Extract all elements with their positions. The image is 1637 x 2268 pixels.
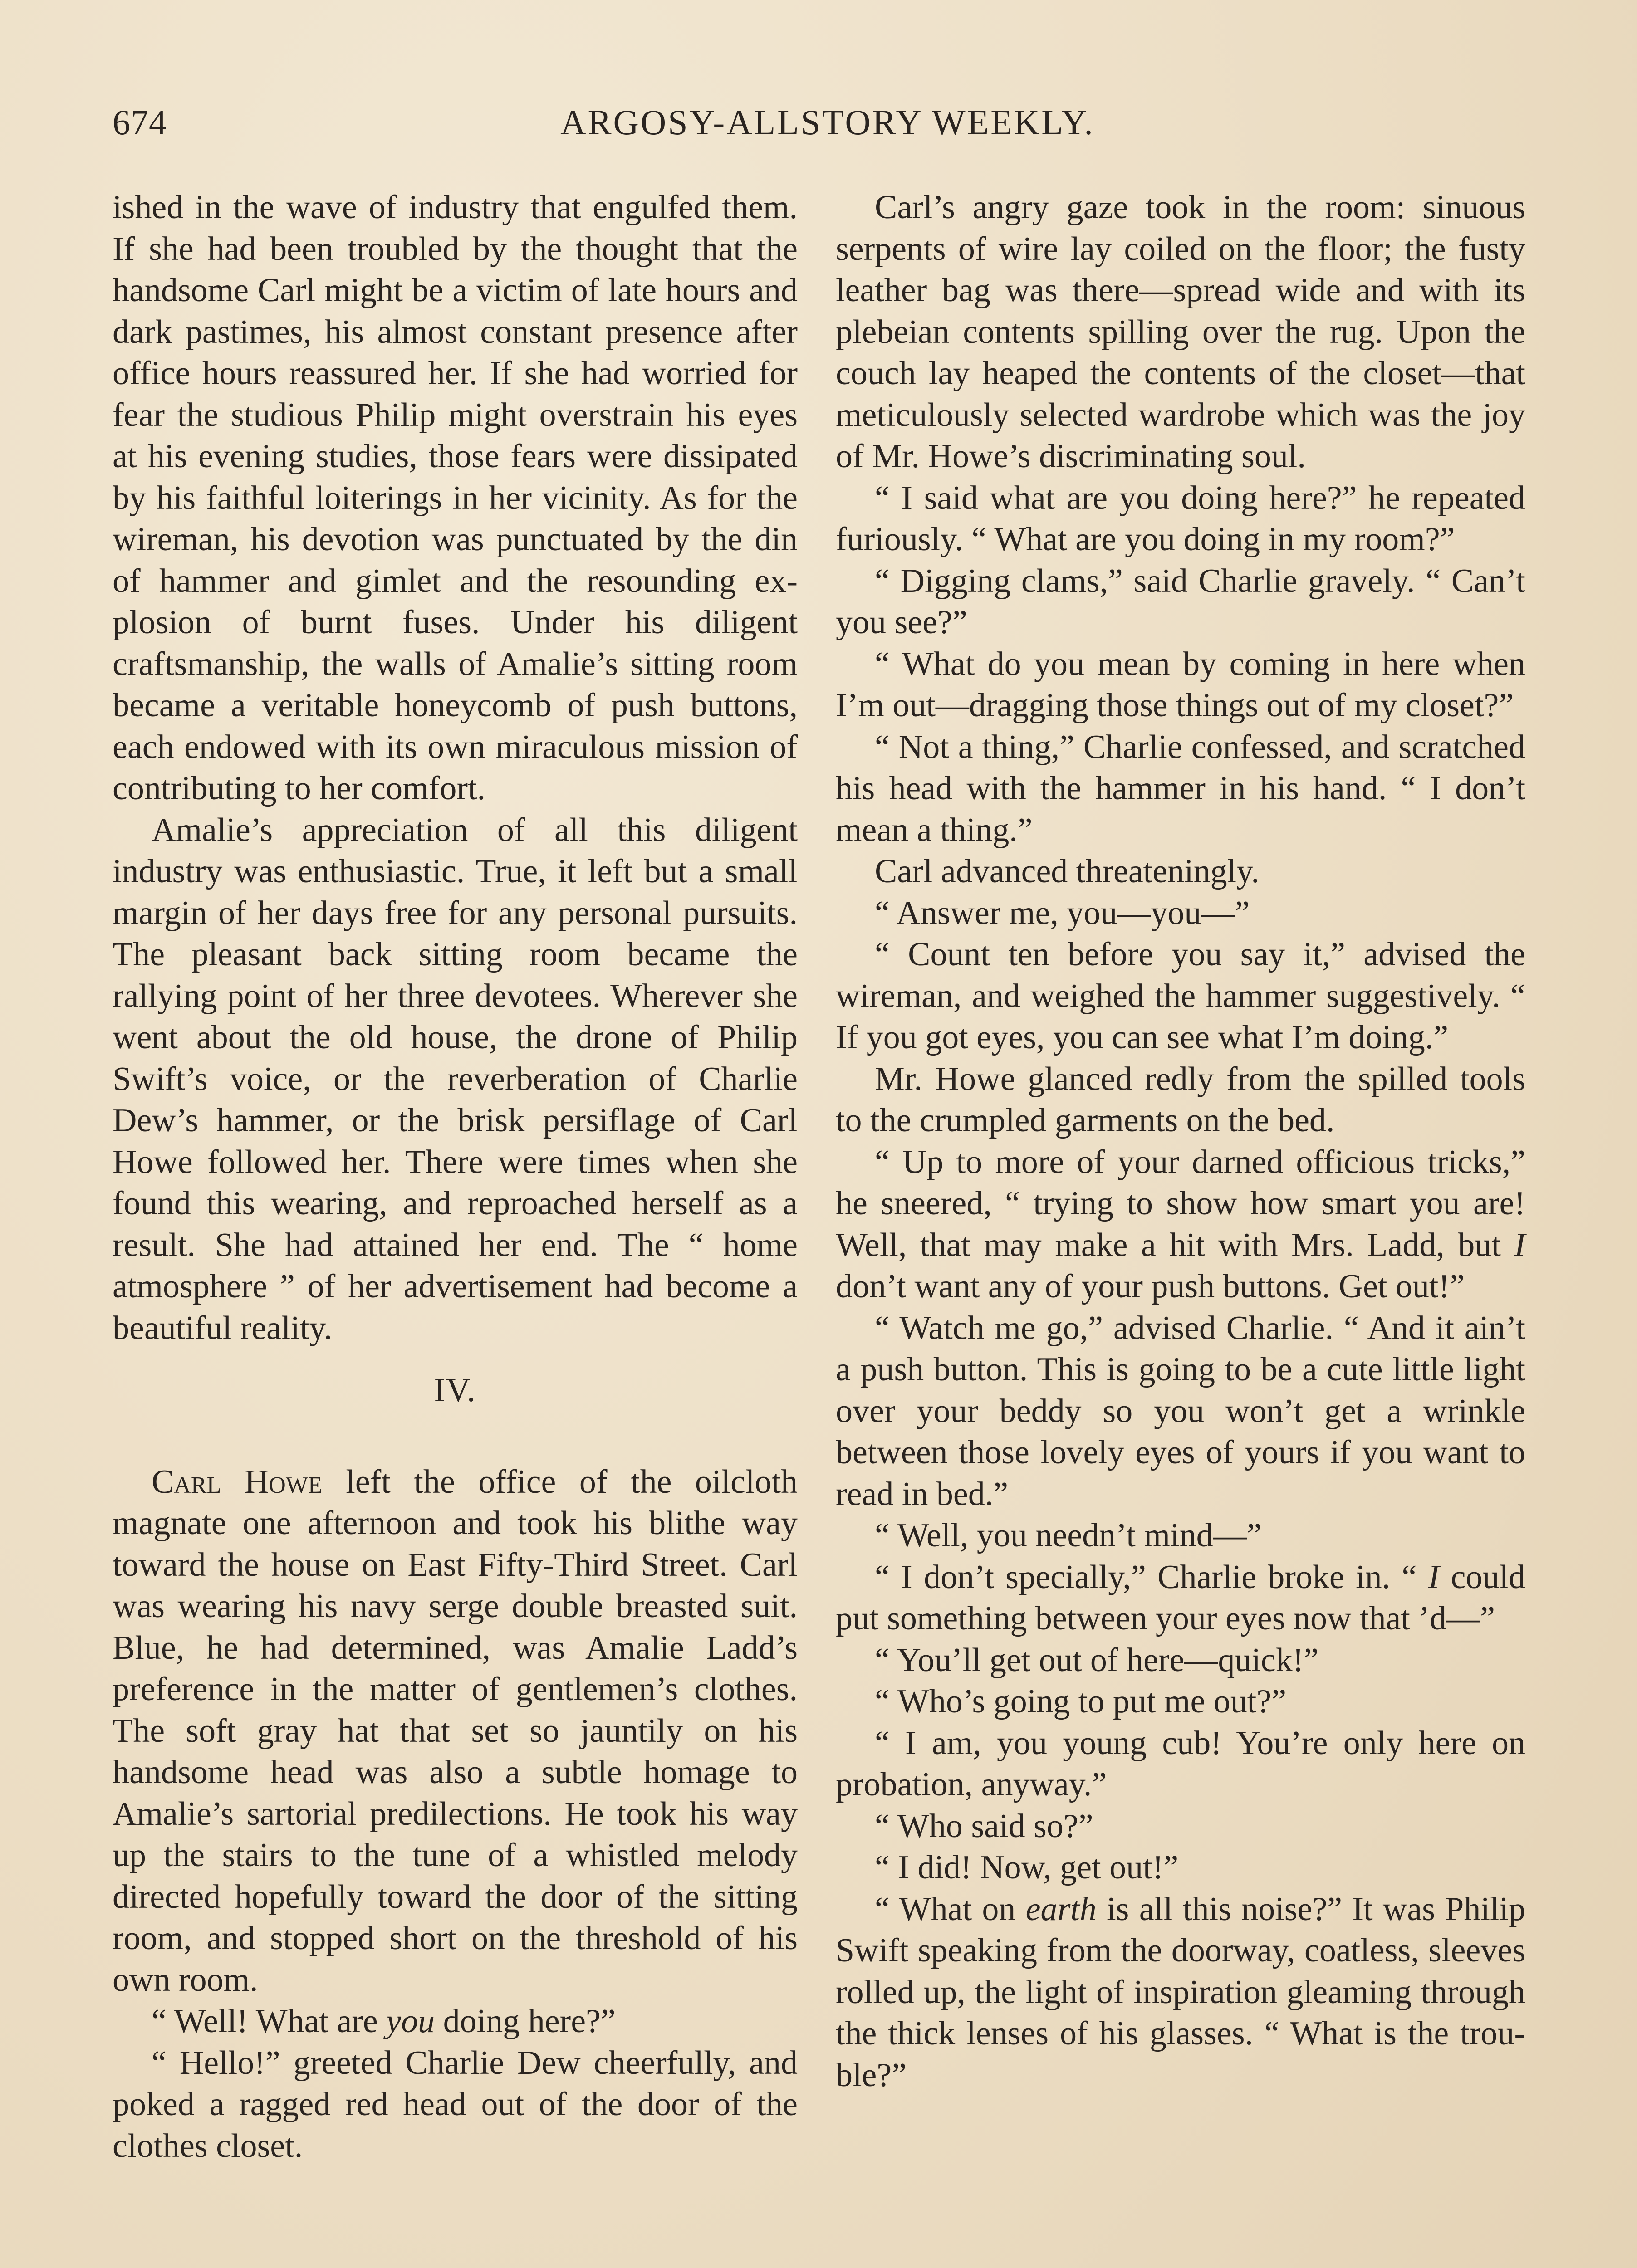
paragraph: “ Count ten before you say it,” advised the wireman, and weighed the hammer suggestively. “ If you got eyes, you can see what I’m doing.” — [836, 936, 1525, 1056]
paragraph — [836, 1142, 1525, 1308]
paragraph: “ Who’s going to put me out?” — [875, 1683, 1287, 1720]
paragraph: “ Digging clams,” said Charlie gravely. “ Can’t you see?” — [836, 562, 1525, 641]
paragraph — [836, 1889, 1525, 2097]
paragraph — [113, 1461, 798, 2001]
paragraph-text: doing here?” — [435, 2003, 616, 2040]
paragraph: “ Who said so?” — [875, 1807, 1093, 1845]
emphasis: you — [386, 2003, 435, 2040]
paragraph: “ Watch me go,” advised Charlie. “ And it ain’t a push button. This is going to be a cute little light over your beddy so you won’t get a wrinkle between those lovely eyes of yours if you want to read in bed.” — [836, 1309, 1525, 1513]
running-title: ARGOSY-ALLSTORY WEEKLY. — [560, 103, 1095, 142]
paragraph: Carl’s angry gaze took in the room: sinuous serpents of wire lay coiled on the floor; the fusty leather bag was there—spread wide and with its plebeian contents spilling over the rug. Upon the couch lay heaped the contents of the closet—that meticulously selected wardrobe which was the joy of Mr. Howe’s discriminating soul. — [836, 189, 1525, 475]
paragraph: “ I am, you young cub! You’re only here on probation, anyway.” — [836, 1724, 1525, 1803]
paragraph-text: is all this noise?” It was Philip Swift speaking from the doorway, coatless, sleeves rolled up, the light of inspiration gleaming through the thick lenses of his glasses. “ What is the trouble?” — [836, 1890, 1525, 2094]
page-header — [0, 102, 1637, 152]
paragraph — [836, 1557, 1525, 1640]
page-number: 674 — [113, 103, 167, 142]
paragraph: “ What do you mean by coming in here when I’m out—dragging those things out of my closet?” — [836, 645, 1525, 724]
paragraph: “ Answer me, you—you—” — [875, 894, 1250, 932]
paragraph — [113, 2001, 798, 2043]
emphasis: I — [1428, 1558, 1440, 1596]
paragraph-text: “ Well! What are — [152, 2003, 387, 2040]
small-caps-lead: Carl Howe — [152, 1463, 323, 1501]
paragraph-text: “ I don’t specially,” Charlie broke in. “ — [875, 1558, 1428, 1596]
paragraph: Mr. Howe glanced redly from the spilled tools to the crumpled garments on the bed. — [836, 1060, 1525, 1139]
paragraph-text: “ Up to more of your darned officious tricks,” he sneered, “ trying to show how smart you are! Well, that may make a hit with Mrs. Ladd, but — [836, 1143, 1525, 1264]
paragraph: “ Well, you needn’t mind—” — [875, 1517, 1262, 1554]
paragraph-text: “ What on — [875, 1890, 1026, 1928]
paragraph: “ I did! Now, get out!” — [875, 1849, 1179, 1886]
emphasis: I — [1514, 1226, 1525, 1264]
paragraph: Amalie’s appreciation of all this diligent industry was enthusiastic. True, it left but a small margin of her days free for any personal pursuits. The pleasant back sitting room became the rallying point of her three devotees. Wherever she went about the old house, the drone of Philip Swift’s voice, or the reverberation of Charlie Dew’s hammer, or the brisk persiflage of Carl Howe followed her. There were times when she found this wearing, and reproached herself as a result. She had attained her end. The “ home atmosphere ” of her advertisement had become a beautiful reality. — [113, 811, 798, 1347]
section-heading: IV. — [434, 1372, 476, 1409]
paragraph-text: don’t want any of your push buttons. Get out!” — [836, 1268, 1465, 1305]
paragraph: Carl advanced threateningly. — [875, 853, 1260, 890]
paragraph: “ Hello!” greeted Charlie Dew cheerfully, and poked a ragged red head out of the door of the clothes closet. — [113, 2044, 798, 2165]
paragraph: “ Not a thing,” Charlie confessed, and scratched his head with the hammer in his hand. “ I don’t mean a thing.” — [836, 728, 1525, 849]
emphasis: earth — [1025, 1890, 1097, 1928]
left-column — [113, 187, 798, 2167]
paragraph: “ You’ll get out of here—quick!” — [875, 1641, 1319, 1679]
paragraph: ished in the wave of industry that engulfed them. If she had been troubled by the thought that the handsome Carl might be a victim of late hours and dark pastimes, his almost constant presence after office hours reassured her. If she had worried for fear the studious Philip might overstrain his eyes at his evening studies, those fears were dissipated by his faithful loiterings in her vicinity. As for the wireman, his devotion was punctuated by the din of hammer and gimlet and the resounding explosion of burnt fuses. Under his diligent craftsmanship, the walls of Amalie’s sitting room became a veritable honeycomb of push buttons, each endowed with its own miraculous mission of contributing to her comfort. — [113, 189, 798, 807]
paragraph-text: left the office of the oilcloth magnate one afternoon and took his blithe way toward the house on East Fifty-Third Street. Carl was wearing his navy serge double breasted suit. Blue, he had determined, was Amalie Ladd’s preference in the matter of gentlemen’s clothes. The soft gray hat that set so jauntily on his handsome head was also a subtle homage to Amalie’s sartorial predilections. He took his way up the stairs to the tune of a whistled melody directed hopefully toward the door of the sitting room, and stopped short on the threshold of his own room. — [113, 1463, 798, 1999]
right-column — [836, 187, 1525, 2096]
paragraph-text: could put something between your eyes now that ’d—” — [836, 1558, 1525, 1637]
paragraph: “ I said what are you doing here?” he repeated furiously. “ What are you doing in my room?” — [836, 479, 1525, 558]
